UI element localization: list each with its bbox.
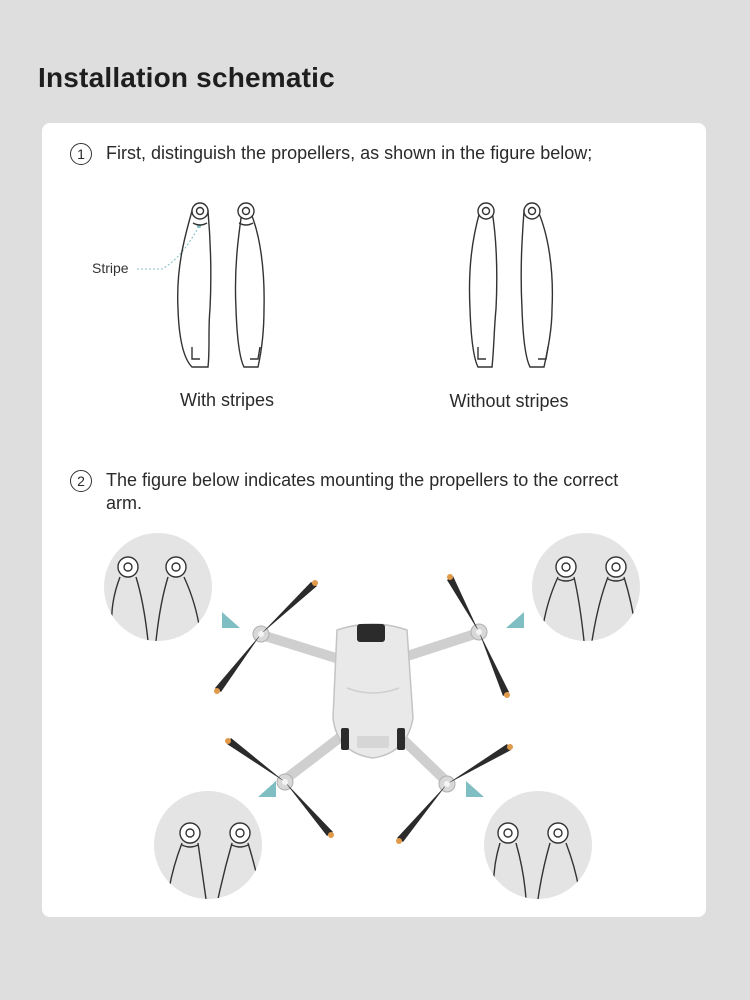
propellers-without-stripes-figure <box>462 199 562 371</box>
propellers-with-stripes-figure <box>170 199 270 371</box>
step-2 <box>70 469 646 515</box>
step-1-text: First, distinguish the propellers, as shown in the figure below; <box>106 143 593 163</box>
drone-illustration <box>207 568 527 848</box>
caption-without-stripes: Without stripes <box>449 391 569 411</box>
stripe-label: Stripe <box>92 260 129 276</box>
step-2-text: The figure below indicates mounting the propellers to the correct arm. <box>106 470 619 513</box>
step-1 <box>70 142 646 165</box>
propeller-hub-detail-icon <box>104 533 212 641</box>
instruction-card <box>42 123 706 917</box>
step-2-number: 2 <box>70 470 92 492</box>
page-title: Installation schematic <box>38 62 335 93</box>
caption-with-stripes: With stripes <box>179 390 275 410</box>
step-1-number: 1 <box>70 143 92 165</box>
propeller-hub-striped-detail-icon <box>532 533 640 641</box>
detail-bubble-top-left <box>104 533 212 641</box>
detail-bubble-top-right <box>532 533 640 641</box>
